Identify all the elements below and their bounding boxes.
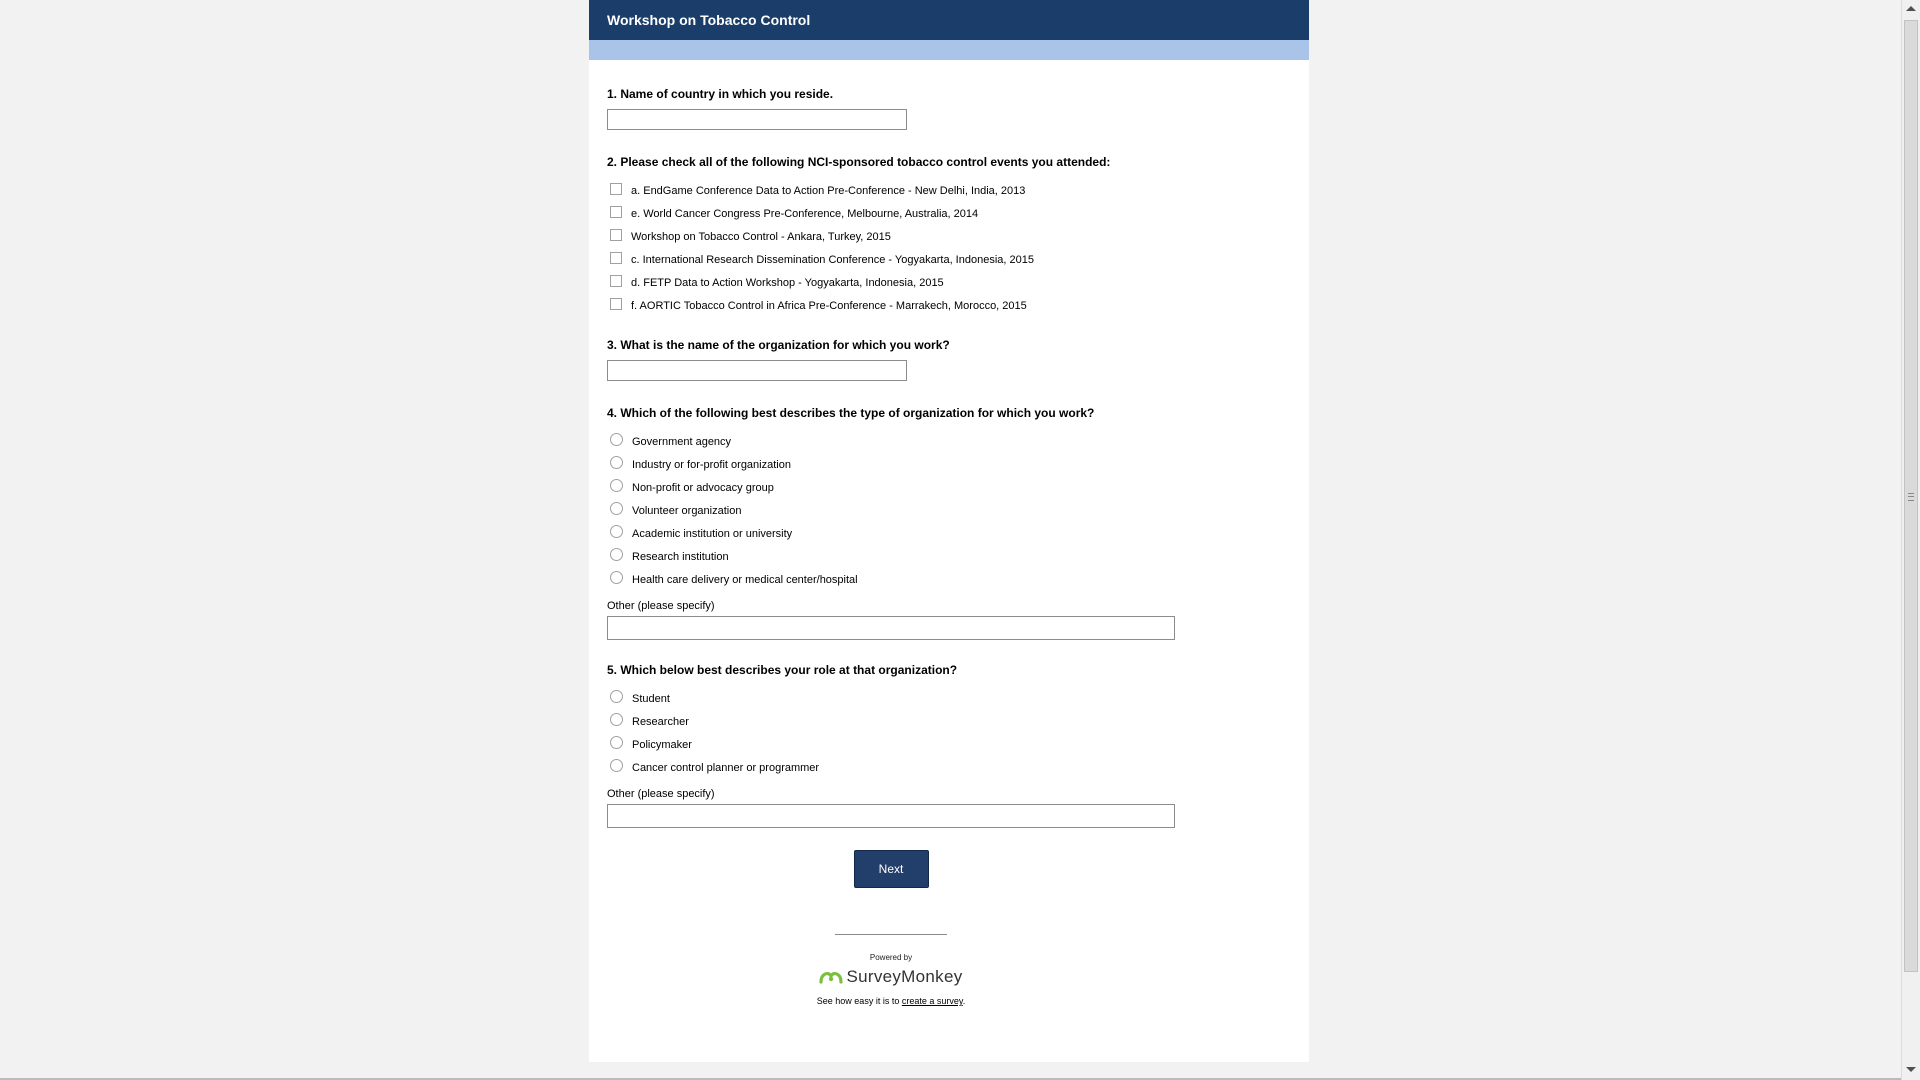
option-label: Student bbox=[632, 692, 670, 705]
radio-button[interactable] bbox=[610, 713, 623, 726]
option-label: Research institution bbox=[632, 550, 729, 563]
question-5-label: 5. Which below best describes your role at that organization? bbox=[607, 663, 958, 677]
checkbox[interactable] bbox=[610, 229, 622, 241]
org-type-option[interactable] bbox=[607, 499, 1291, 522]
option-label: a. EndGame Conference Data to Action Pre-Conference - New Delhi, India, 2013 bbox=[631, 184, 1026, 197]
scroll-down-arrow-icon[interactable] bbox=[1906, 1067, 1916, 1072]
org-type-option[interactable] bbox=[607, 568, 1291, 591]
powered-by-label: Powered by bbox=[869, 953, 913, 962]
checkbox[interactable] bbox=[610, 252, 622, 264]
radio-button[interactable] bbox=[610, 479, 623, 492]
role-option[interactable] bbox=[607, 756, 1291, 779]
option-label: Academic institution or university bbox=[632, 527, 793, 540]
option-label: c. International Research Dissemination Conference - Yogyakarta, Indonesia, 2015 bbox=[631, 253, 1034, 266]
event-option[interactable] bbox=[607, 179, 1291, 202]
surveymonkey-logo-icon bbox=[819, 970, 843, 984]
radio-button[interactable] bbox=[610, 548, 623, 561]
option-label: e. World Cancer Congress Pre-Conference, Melbourne, Australia, 2014 bbox=[631, 207, 979, 220]
option-label: Health care delivery or medical center/hospital bbox=[632, 573, 858, 586]
footer-divider bbox=[835, 934, 947, 935]
radio-button[interactable] bbox=[610, 433, 623, 446]
question-4-options bbox=[607, 430, 1291, 591]
checkbox[interactable] bbox=[610, 275, 622, 287]
survey-title: Workshop on Tobacco Control bbox=[607, 12, 811, 28]
option-label: Non-profit or advocacy group bbox=[632, 481, 774, 494]
question-5-options bbox=[607, 687, 1291, 779]
radio-button[interactable] bbox=[610, 502, 623, 515]
role-option[interactable] bbox=[607, 687, 1291, 710]
tagline-suffix: . bbox=[962, 996, 966, 1006]
event-option[interactable] bbox=[607, 225, 1291, 248]
option-label: Workshop on Tobacco Control - Ankara, Turkey, 2015 bbox=[631, 230, 891, 243]
option-label: f. AORTIC Tobacco Control in Africa Pre-Conference - Marrakech, Morocco, 2015 bbox=[631, 299, 1027, 312]
event-option[interactable] bbox=[607, 271, 1291, 294]
create-survey-link[interactable]: create a survey bbox=[901, 996, 963, 1006]
org-type-option[interactable] bbox=[607, 545, 1291, 568]
other-label: Other (please specify) bbox=[607, 600, 715, 612]
survey-content bbox=[589, 87, 1309, 1006]
option-label: Cancer control planner or programmer bbox=[632, 761, 820, 774]
scroll-grip-icon bbox=[1908, 493, 1914, 501]
organization-name-input[interactable] bbox=[607, 360, 907, 381]
option-label: Researcher bbox=[632, 715, 689, 728]
org-type-option[interactable] bbox=[607, 453, 1291, 476]
radio-button[interactable] bbox=[610, 759, 623, 772]
scroll-thumb[interactable] bbox=[1904, 20, 1918, 972]
radio-button[interactable] bbox=[610, 690, 623, 703]
survey-progress-band bbox=[589, 40, 1309, 60]
org-type-option[interactable] bbox=[607, 476, 1291, 499]
option-label: d. FETP Data to Action Workshop - Yogyakarta, Indonesia, 2015 bbox=[631, 276, 944, 289]
survey-header bbox=[589, 0, 1309, 40]
option-label: Industry or for-profit organization bbox=[632, 458, 791, 471]
option-label: Government agency bbox=[632, 435, 732, 448]
footer-tagline bbox=[607, 996, 1175, 1006]
question-4-label: 4. Which of the following best describes the type of organization for which you work? bbox=[607, 406, 1095, 420]
footer bbox=[607, 934, 1175, 1006]
event-option[interactable] bbox=[607, 248, 1291, 271]
event-option[interactable] bbox=[607, 202, 1291, 225]
tagline-prefix: See how easy it is to bbox=[816, 996, 902, 1006]
next-button[interactable]: Next bbox=[854, 850, 929, 888]
surveymonkey-logo[interactable] bbox=[607, 967, 1175, 987]
scroll-up-arrow-icon[interactable] bbox=[1906, 6, 1916, 11]
role-option[interactable] bbox=[607, 733, 1291, 756]
event-option[interactable] bbox=[607, 294, 1291, 317]
checkbox[interactable] bbox=[610, 298, 622, 310]
other-label: Other (please specify) bbox=[607, 788, 715, 800]
role-other-input[interactable] bbox=[607, 804, 1175, 828]
surveymonkey-brand: SurveyMonkey bbox=[846, 967, 963, 986]
option-label: Volunteer organization bbox=[632, 504, 742, 517]
question-2-label: 2. Please check all of the following NCI-sponsored tobacco control events you attended: bbox=[607, 155, 1111, 169]
checkbox[interactable] bbox=[610, 183, 622, 195]
survey-page bbox=[589, 0, 1309, 1062]
vertical-scrollbar[interactable] bbox=[1901, 0, 1920, 1080]
question-2-options bbox=[607, 179, 1291, 317]
org-type-other-input[interactable] bbox=[607, 616, 1175, 640]
question-3-label: 3. What is the name of the organization for which you work? bbox=[607, 338, 950, 352]
role-option[interactable] bbox=[607, 710, 1291, 733]
radio-button[interactable] bbox=[610, 571, 623, 584]
radio-button[interactable] bbox=[610, 736, 623, 749]
org-type-option[interactable] bbox=[607, 430, 1291, 453]
checkbox[interactable] bbox=[610, 206, 622, 218]
question-1-label: 1. Name of country in which you reside. bbox=[607, 87, 834, 101]
option-label: Policymaker bbox=[632, 738, 692, 751]
navigation bbox=[607, 850, 1175, 888]
radio-button[interactable] bbox=[610, 525, 623, 538]
radio-button[interactable] bbox=[610, 456, 623, 469]
org-type-option[interactable] bbox=[607, 522, 1291, 545]
country-input[interactable] bbox=[607, 109, 907, 130]
